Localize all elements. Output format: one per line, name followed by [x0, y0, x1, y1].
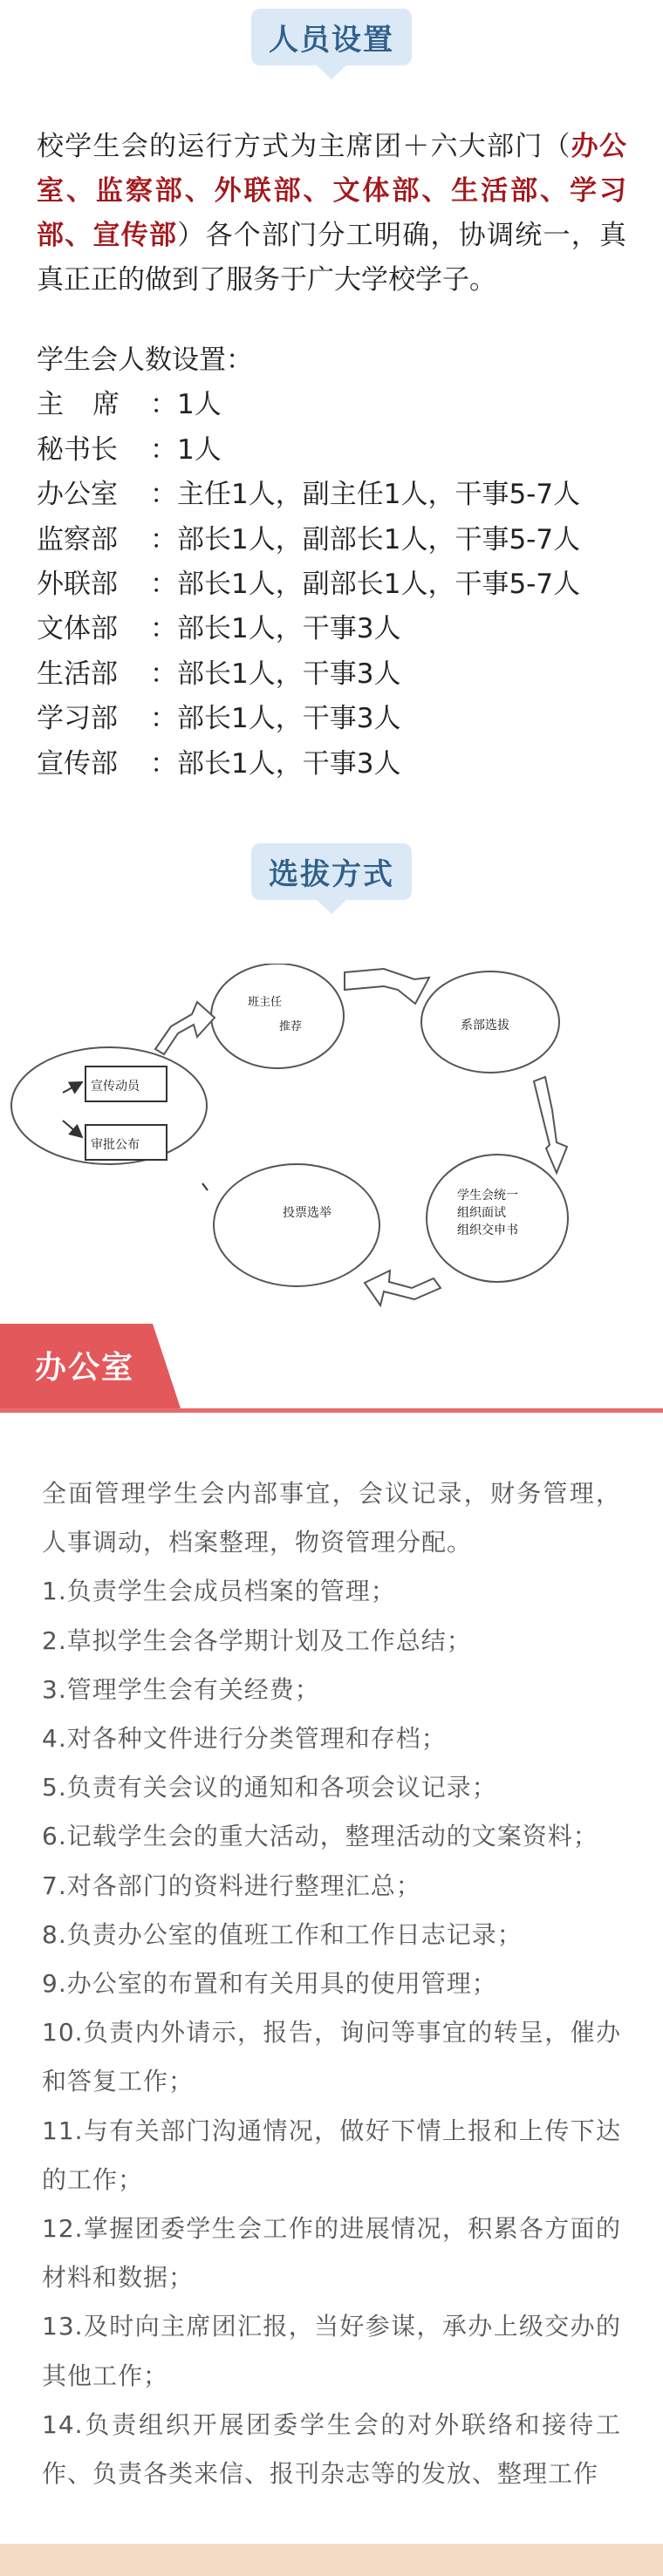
member-count-item: [37, 428, 580, 473]
member-count-value: ：部长1人，干事3人: [150, 703, 401, 735]
flow-node-vote: [214, 1164, 379, 1286]
flow-arrow-interview-to-vote: [365, 1271, 441, 1305]
member-count-item: [37, 473, 580, 517]
member-count-value: ：部长1人，干事3人: [150, 658, 401, 690]
member-count-role: 文体部: [37, 613, 118, 645]
office-section-title: 办公室: [35, 1350, 135, 1386]
footer-bar: [0, 2544, 663, 2576]
member-count-role: 监察部: [37, 523, 118, 555]
member-count-role: 生活部: [37, 658, 118, 690]
member-count-item: [37, 607, 580, 651]
section-title-selection: [251, 843, 412, 900]
flow-tick-vote: [202, 1183, 208, 1190]
member-count-item: [37, 652, 580, 697]
office-duty-item: 9.办公室的布置和有关用具的使用管理；: [42, 1969, 497, 1999]
section-title-selection-text: 选拔方式: [269, 857, 394, 892]
member-count-title: 学生会人数设置：: [37, 344, 253, 376]
member-count-item: [37, 697, 580, 741]
section-title-personnel-text: 人员设置: [269, 23, 394, 58]
office-duty-item: 6.记载学生会的重大活动，整理活动的文案资料；: [42, 1822, 598, 1851]
office-duty-item: 13.及时向主席团汇报，当好参谋，承办上级交办的其他工作；: [42, 2312, 621, 2390]
flow-arrow-teacher-to-department: [345, 969, 429, 1004]
member-count-role: 宣传部: [37, 747, 118, 780]
office-duty-item: 11.与有关部门沟通情况，做好下情上报和上传下达的工作；: [42, 2116, 621, 2194]
flow-arrow-department-to-interview: [534, 1077, 567, 1173]
selection-flow-diagram: [0, 964, 663, 1312]
member-count-value: ：1人: [150, 389, 222, 421]
member-count-item: [37, 562, 580, 607]
office-duty-item: 14.负责组织开展团委学生会的对外联络和接待工作、负责各类来信、报刊杂志等的发放、整理工作: [42, 2409, 621, 2489]
office-duty-item: 4.对各种文件进行分类管理和存档；: [42, 1724, 447, 1754]
flow-box-promotion-label: 宣传动员: [91, 1080, 140, 1094]
flow-node-interview-label-2: 组织面试: [457, 1206, 506, 1220]
flow-node-teacher-label-2: 推荐: [279, 1020, 303, 1033]
member-count-list: [37, 338, 580, 787]
flow-arrow-start-to-teacher: [155, 1002, 215, 1054]
flow-box-publish-label: 审批公布: [91, 1138, 140, 1152]
office-section-header: [0, 1324, 663, 1413]
section-title-personnel: [251, 9, 412, 65]
member-count-role: 学习部: [37, 703, 118, 735]
intro-text-after: ）各个部门分工明确，协调统一，真真正正的做到了服务于广大学校学子。: [37, 220, 626, 296]
office-duty-item: 5.负责有关会议的通知和各项会议记录；: [42, 1773, 497, 1803]
office-duty-item: 全面管理学生会内部事宜，会议记录，财务管理，人事调动，档案整理，物资管理分配。: [42, 1479, 621, 1557]
flow-node-interview-label-3: 组织交申书: [457, 1223, 518, 1237]
office-duty-item: 2.草拟学生会各学期计划及工作总结；: [42, 1625, 472, 1655]
flow-node-teacher: [211, 964, 344, 1068]
member-count-value: ：部长1人，副部长1人，干事5-7人: [150, 523, 581, 555]
office-duty-item: 10.负责内外请示，报告，询问等事宜的转呈，催办和答复工作；: [42, 2018, 621, 2096]
member-count-item: [37, 518, 580, 562]
office-duty-item: 8.负责办公室的值班工作和工作日志记录；: [42, 1919, 523, 1949]
intro-paragraph: [37, 125, 626, 303]
office-duties: [42, 1469, 621, 2498]
member-count-value: ：部长1人，副部长1人，干事5-7人: [150, 569, 581, 601]
flow-node-interview-label-1: 学生会统一: [457, 1189, 518, 1203]
flow-node-teacher-label-1: 班主任: [248, 996, 283, 1009]
office-duty-item: 7.对各部门的资料进行整理汇总；: [42, 1871, 421, 1900]
intro-text-before: 校学生会的运行方式为主席团＋六大部门（: [37, 131, 571, 162]
member-count-value: ：主任1人，副主任1人，干事5-7人: [150, 479, 581, 511]
member-count-item: [37, 383, 580, 427]
member-count-role: 主席: [37, 389, 148, 421]
member-count-value: ：部长1人，干事3人: [150, 747, 401, 780]
member-count-value: ：1人: [150, 433, 222, 466]
member-count-value: ：部长1人，干事3人: [150, 613, 401, 645]
member-count-role: 外联部: [37, 569, 118, 601]
flow-node-department-label: 系部选拔: [461, 1019, 509, 1032]
member-count-role: 办公室: [37, 479, 118, 511]
intro-departments: 办公室、监察部、外联部、文体部、生活部、学习部、宣传部: [37, 131, 626, 251]
member-count-item: [37, 742, 580, 787]
office-duty-item: 12.掌握团委学生会工作的进展情况，积累各方面的材料和数据；: [42, 2214, 621, 2293]
office-duty-item: 3.管理学生会有关经费；: [42, 1674, 320, 1704]
office-duty-item: 1.负责学生会成员档案的管理；: [42, 1577, 396, 1606]
member-count-role: 秘书长: [37, 433, 118, 466]
flow-node-vote-label: 投票选举: [283, 1206, 332, 1220]
